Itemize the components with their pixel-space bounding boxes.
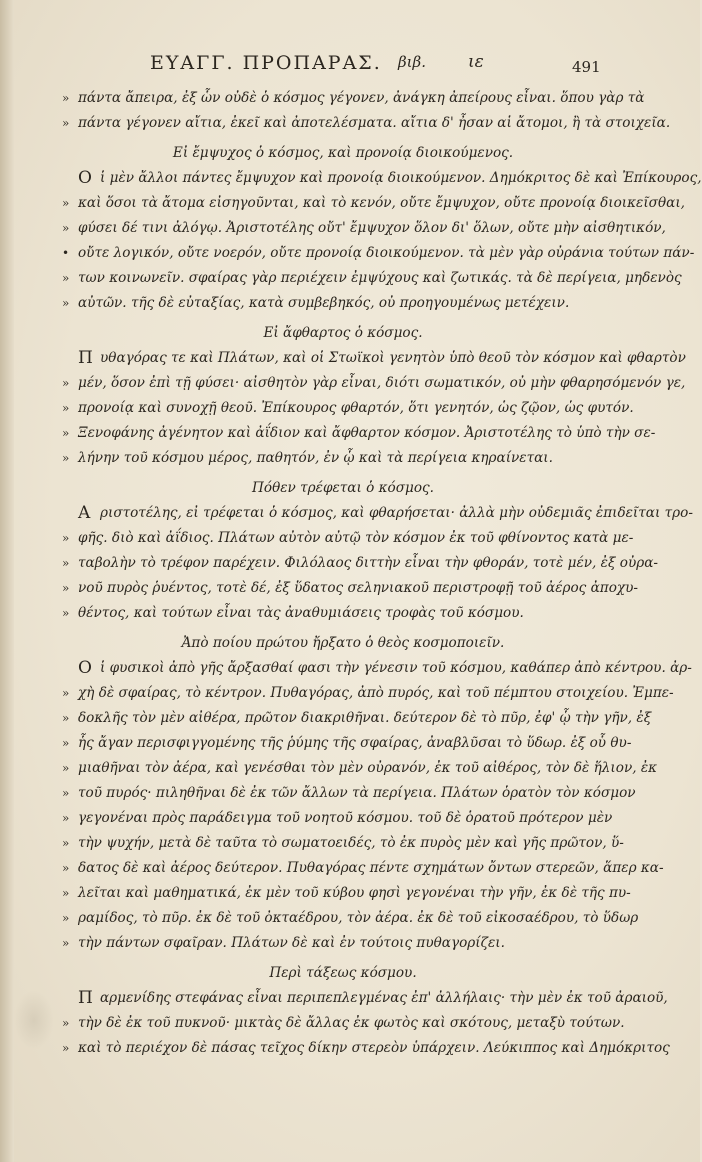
text-block [78,86,702,1061]
chapter-mark: ιε [468,52,484,72]
section-heading: Περὶ τάξεως κόσμου. [269,965,417,981]
text-line [78,111,671,136]
section-heading: Ἀπὸ ποίου πρώτου ἤρξατο ὁ θεὸς κοσμοποιεῖν. [181,635,505,651]
text-line [78,396,634,421]
text-line-content: ταβολὴν τὸ τρέφον παρέχειν. Φιλόλαος διττὴν εἶναι τὴν φθοράν, τοτὲ μέν, ἐξ οὐρα- [78,555,658,571]
text-line [78,906,639,931]
text-line-content: προνοίᾳ καὶ συνοχῇ θεοῦ. Ἐπίκουρος φθαρτόν, ὅτι γενητόν, ὡς ζῷον, ὡς φυτόν. [78,400,634,416]
text-line-content: μέν, ὅσον ἐπὶ τῇ φύσει· αἰσθητὸν γὰρ εἶναι, διότι σωματικόν, οὐ μὴν φθαρησόμενόν γε, [78,375,686,391]
text-line [78,1036,670,1061]
text-line [78,806,613,831]
text-line-content: θέντος, καὶ τούτων εἶναι τὰς ἀναθυμιάσεις τροφὰς τοῦ κόσμου. [78,605,524,621]
text-line-content: των κοινωνεῖν. σφαίρας γὰρ περιέχειν ἐμψύχους καὶ ζωτικάς. τὰ δὲ περίγεια, μηδενὸς [78,270,682,286]
section-heading: Πόθεν τρέφεται ὁ κόσμος. [252,480,434,496]
text-line-content: φύσει δέ τινι ἀλόγῳ. Ἀριστοτέλης οὔτ' ἔμψυχον ὅλον δι' ὅλων, οὔτε μὴν αἰσθητικόν, [78,220,666,236]
section-heading: Εἰ ἄφθαρτος ὁ κόσμος. [263,325,423,341]
text-line [78,576,639,601]
initial-letter: Π [78,988,93,1008]
book-mark: βιβ. [398,53,426,71]
text-line-content: ραμίδος, τὸ πῦρ. ἐκ δὲ τοῦ ὀκταέδρου, τὸν ἀέρα. ἐκ δὲ τοῦ εἰκοσαέδρου, τὸ ὕδωρ [78,910,639,926]
text-line [78,656,692,681]
text-line-content: υθαγόρας τε καὶ Πλάτων, καὶ οἱ Στωϊκοὶ γενητὸν ὑπὸ θεοῦ τὸν κόσμον καὶ φθαρτὸν [100,350,686,366]
text-line-content: τὴν πάντων σφαῖραν. Πλάτων δὲ καὶ ἐν τούτοις πυθαγορίζει. [78,935,505,951]
text-line [78,681,674,706]
section-heading: Εἰ ἔμψυχος ὁ κόσμος, καὶ προνοίᾳ διοικούμενος. [172,145,514,161]
text-line [78,756,658,781]
text-line [78,266,682,291]
initial-letter: Ο [78,168,92,188]
text-line-content: τὴν δὲ ἐκ τοῦ πυκνοῦ· μικτὰς δὲ ἄλλας ἐκ φωτὸς καὶ σκότους, μεταξὺ τούτων. [78,1015,625,1031]
page-number: 491 [572,58,601,76]
text-line [78,881,631,906]
text-line-content: πάντα γέγονεν αἴτια, ἐκεῖ καὶ ἀποτελέσματα. αἴτια δ' ἦσαν αἱ ἄτομοι, ἢ τὰ στοιχεῖα. [78,115,671,131]
initial-letter: Π [78,348,93,368]
text-line [78,216,666,241]
text-line-content: Ξενοφάνης ἀγένητον καὶ ἀΐδιον καὶ ἄφθαρτον κόσμον. Ἀριστοτέλης τὸ ὑπὸ τὴν σε- [78,425,656,441]
text-line [78,831,624,856]
text-line-content: ἱ μὲν ἄλλοι πάντες ἔμψυχον καὶ προνοίᾳ διοικούμενον. Δημόκριτος δὲ καὶ Ἐπίκουρος, [100,170,702,186]
text-line-content: καὶ τὸ περιέχον δὲ πάσας τεῖχος δίκην στερεὸν ὑπάρχειν. Λεύκιππος καὶ Δημόκριτος [78,1040,670,1056]
text-line [78,986,668,1011]
text-line-content: ἧς ἄγαν περισφιγγομένης τῆς ῥύμης τῆς σφαίρας, ἀναβλῦσαι τὸ ὕδωρ. ἐξ οὗ θυ- [78,735,632,751]
text-line [78,446,608,471]
text-line-content: λεῖται καὶ μαθηματικά, ἐκ μὲν τοῦ κύβου φησὶ γεγονέναι τὴν γῆν, ἐκ δὲ τῆς πυ- [78,885,631,901]
text-line [78,526,634,551]
text-line [78,601,608,626]
text-line-content: δοκλῆς τὸν μὲν αἰθέρα, πρῶτον διακριθῆναι. δεύτερον δὲ τὸ πῦρ, ἐφ' ᾧ τὴν γῆν, ἐξ [78,710,652,726]
text-line-content: πάντα ἄπειρα, ἐξ ὧν οὐδὲ ὁ κόσμος γέγονεν, ἀνάγκη ἀπείρους εἶναι. ὅπου γὰρ τὰ [78,90,645,106]
text-line [78,241,695,266]
text-line [78,191,685,216]
text-line-content: μιαθῆναι τὸν ἀέρα, καὶ γενέσθαι τὸν μὲν οὐρανόν, ἐκ τοῦ αἰθέρος, τὸν δὲ ἥλιον, ἐκ [78,760,658,776]
page-stain [14,990,54,1050]
text-line [78,856,664,881]
text-line-content: αὐτῶν. τῆς δὲ εὐταξίας, κατὰ συμβεβηκός, οὐ προηγουμένως μετέχειν. [78,295,570,311]
text-line [78,931,608,956]
text-line [78,781,636,806]
text-line [78,166,702,191]
text-line [78,371,686,396]
text-line [78,551,658,576]
text-line [78,291,608,316]
running-title: ΕΥΑΓΓ. ΠΡΟΠΑΡΑΣ. [150,52,382,74]
initial-letter: Ο [78,658,92,678]
page-gutter [0,0,14,1162]
initial-letter: Α [78,503,91,523]
text-line [78,731,632,756]
text-line-content: δατος δὲ καὶ ἀέρος δεύτερον. Πυθαγόρας πέντε σχημάτων ὄντων στερεῶν, ἅπερ κα- [78,860,664,876]
text-line [78,421,656,446]
text-line-content: τοῦ πυρός· πιληθῆναι δὲ ἐκ τῶν ἄλλων τὰ περίγεια. Πλάτων ὁρατὸν τὸν κόσμον [78,785,636,801]
text-line-content: φῆς. διὸ καὶ ἀΐδιος. Πλάτων αὐτὸν αὐτῷ τὸν κόσμον ἐκ τοῦ φθίνοντος κατὰ με- [78,530,634,546]
text-line-content: λήνην τοῦ κόσμου μέρος, παθητόν, ἐν ᾧ καὶ τὰ περίγεια κηραίνεται. [78,450,553,466]
text-line [78,86,645,111]
text-line [78,501,693,526]
text-line [78,346,686,371]
text-line [78,706,652,731]
text-line-content: καὶ ὅσοι τὰ ἄτομα εἰσηγοῦνται, καὶ τὸ κενόν, οὔτε ἔμψυχον, οὔτε προνοίᾳ διοικεῖσθαι, [78,195,685,211]
text-line [78,1011,625,1036]
running-header [0,52,700,82]
text-line-content: τὴν ψυχήν, μετὰ δὲ ταῦτα τὸ σωματοειδές, τὸ ἐκ πυρὸς μὲν καὶ γῆς πρῶτον, ὕ- [78,835,624,851]
text-line-content: ριστοτέλης, εἰ τρέφεται ὁ κόσμος, καὶ φθαρήσεται· ἀλλὰ μὴν οὐδεμιᾶς ἐπιδεῖται τρο- [100,505,693,521]
text-line-content: αρμενίδης στεφάνας εἶναι περιπεπλεγμένας ἐπ' ἀλλήλαις· τὴν μὲν ἐκ τοῦ ἀραιοῦ, [100,990,668,1006]
text-line-content: γεγονέναι πρὸς παράδειγμα τοῦ νοητοῦ κόσμου. τοῦ δὲ ὁρατοῦ πρότερον μὲν [78,810,613,826]
text-line-content: χὴ δὲ σφαίρας, τὸ κέντρον. Πυθαγόρας, ἀπὸ πυρός, καὶ τοῦ πέμπτου στοιχείου. Ἐμπε- [78,685,674,701]
text-line-content: οὔτε λογικόν, οὔτε νοερόν, οὔτε προνοίᾳ διοικούμενον. τὰ μὲν γὰρ οὐράνια τούτων πάν- [78,245,695,261]
text-line-content: νοῦ πυρὸς ῥυέντος, τοτὲ δέ, ἐξ ὕδατος σεληνιακοῦ περιστροφῇ τοῦ ἀέρος ἀποχυ- [78,580,639,596]
text-line-content: ἱ φυσικοὶ ἀπὸ γῆς ἄρξασθαί φασι τὴν γένεσιν τοῦ κόσμου, καθάπερ ἀπὸ κέντρου. ἀρ- [100,660,692,676]
